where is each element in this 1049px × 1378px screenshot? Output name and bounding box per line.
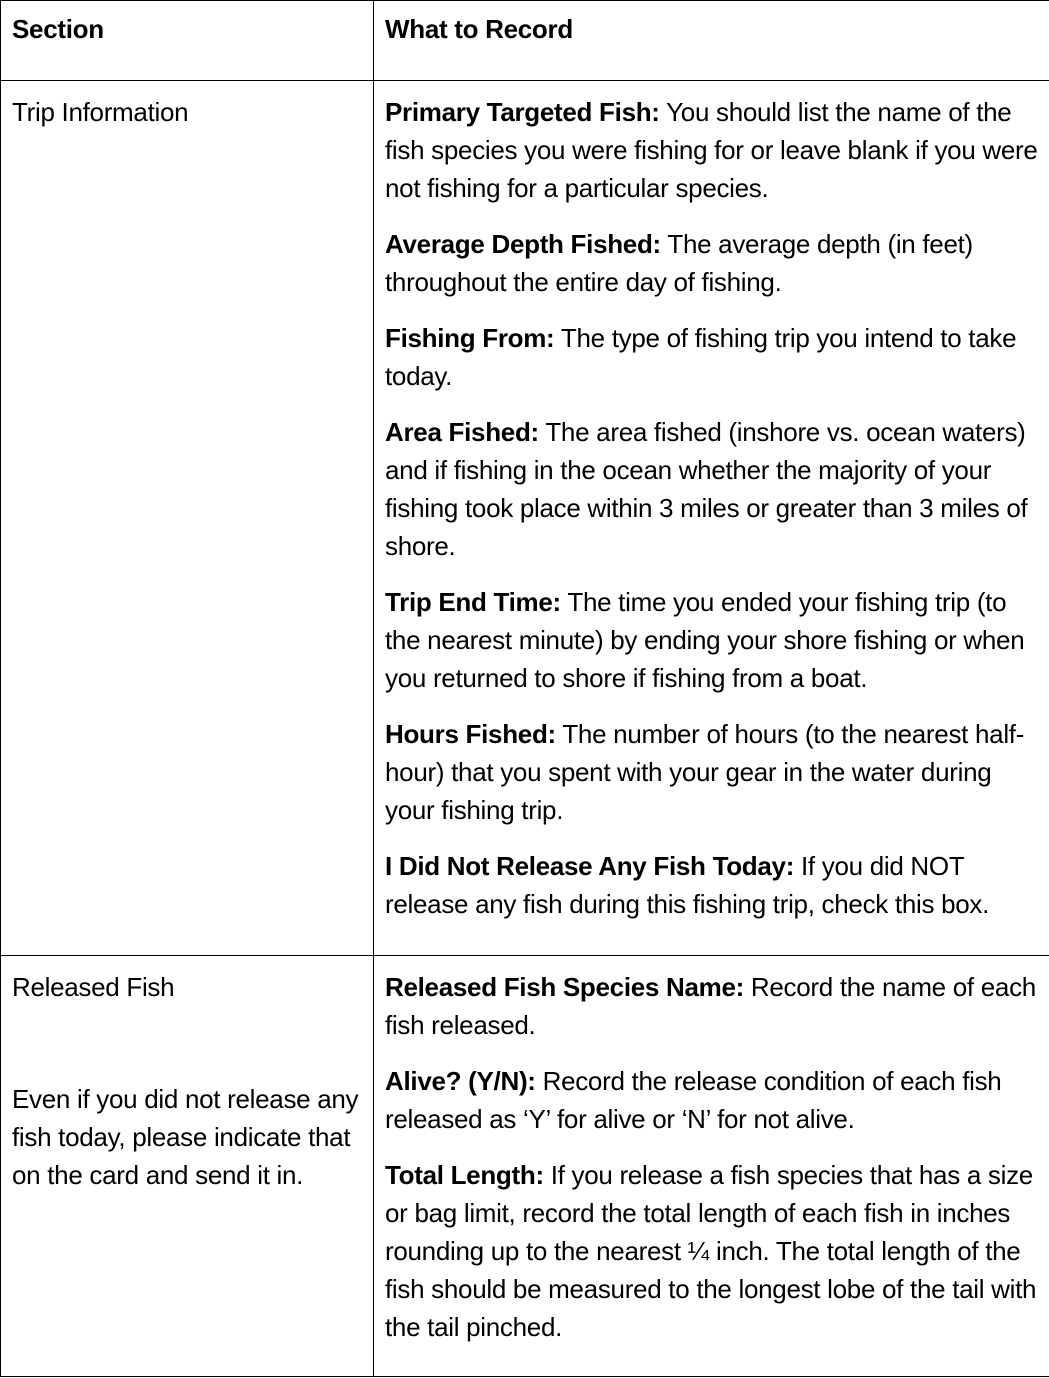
table-row-released-fish: [1, 956, 1049, 1377]
table-row-trip-information: [1, 81, 1049, 956]
entry-term: Average Depth Fished:: [385, 229, 661, 259]
record-column-header: What to Record: [374, 1, 1049, 81]
entry-term: Area Fished:: [385, 417, 539, 447]
entry-area-fished: [385, 413, 1039, 565]
entry-text: Record the name of each fish released.: [385, 972, 1036, 1040]
entry-term: Released Fish Species Name:: [385, 972, 744, 1002]
entry-total-length: [385, 1156, 1039, 1346]
header-row: [1, 1, 1049, 81]
entry-term: Alive? (Y/N):: [385, 1066, 536, 1096]
entry-term: Fishing From:: [385, 323, 555, 353]
entry-term: Hours Fished:: [385, 719, 556, 749]
entry-text: The time you ended your fishing trip (to the nearest minute) by ending your shore fishing or when you returned to shore if fishing from a boat.: [385, 587, 1025, 693]
entry-text: You should list the name of the fish species you were fishing for or leave blank if you were not fishing for a particular species.: [385, 97, 1038, 203]
record-cell: [374, 956, 1049, 1377]
entry-did-not-release: [385, 847, 1039, 923]
entry-text: The area fished (inshore vs. ocean waters) and if fishing in the ocean whether the majority of your fishing took place within 3 miles or greater than 3 miles of shore.: [385, 417, 1028, 561]
entry-alive: [385, 1062, 1039, 1138]
section-cell: Trip Information: [1, 81, 374, 956]
entry-hours-fished: [385, 715, 1039, 829]
entry-released-fish-species-name: [385, 968, 1039, 1044]
entry-text: The type of fishing trip you intend to take today.: [385, 323, 1017, 391]
entry-term: Primary Targeted Fish:: [385, 97, 660, 127]
entry-text: Record the release condition of each fish released as ‘Y’ for alive or ‘N’ for not alive.: [385, 1066, 1002, 1134]
entry-average-depth-fished: [385, 225, 1039, 301]
entry-text: The number of hours (to the nearest half-hour) that you spent with your gear in the water during your fishing trip.: [385, 719, 1025, 825]
entry-trip-end-time: [385, 583, 1039, 697]
entry-text: If you did NOT release any fish during this fishing trip, check this box.: [385, 851, 990, 919]
section-note: Even if you did not release any fish today, please indicate that on the card and send it in.: [12, 1084, 359, 1190]
section-cell: [1, 956, 374, 1377]
entry-term: Trip End Time:: [385, 587, 561, 617]
entry-primary-targeted-fish: [385, 93, 1039, 207]
entry-text: The average depth (in feet) throughout the entire day of fishing.: [385, 229, 973, 297]
entry-text: If you release a fish species that has a size or bag limit, record the total length of each fish in inches rounding up to the nearest ¼ inch. The total length of the fish should be measured to the longest lobe of the tail with the tail pinched.: [385, 1160, 1037, 1342]
entry-term: Total Length:: [385, 1160, 544, 1190]
section-column-header: Section: [1, 1, 374, 81]
entry-fishing-from: [385, 319, 1039, 395]
entry-term: I Did Not Release Any Fish Today:: [385, 851, 795, 881]
section-label: Released Fish: [12, 972, 175, 1002]
record-cell: [374, 81, 1049, 956]
